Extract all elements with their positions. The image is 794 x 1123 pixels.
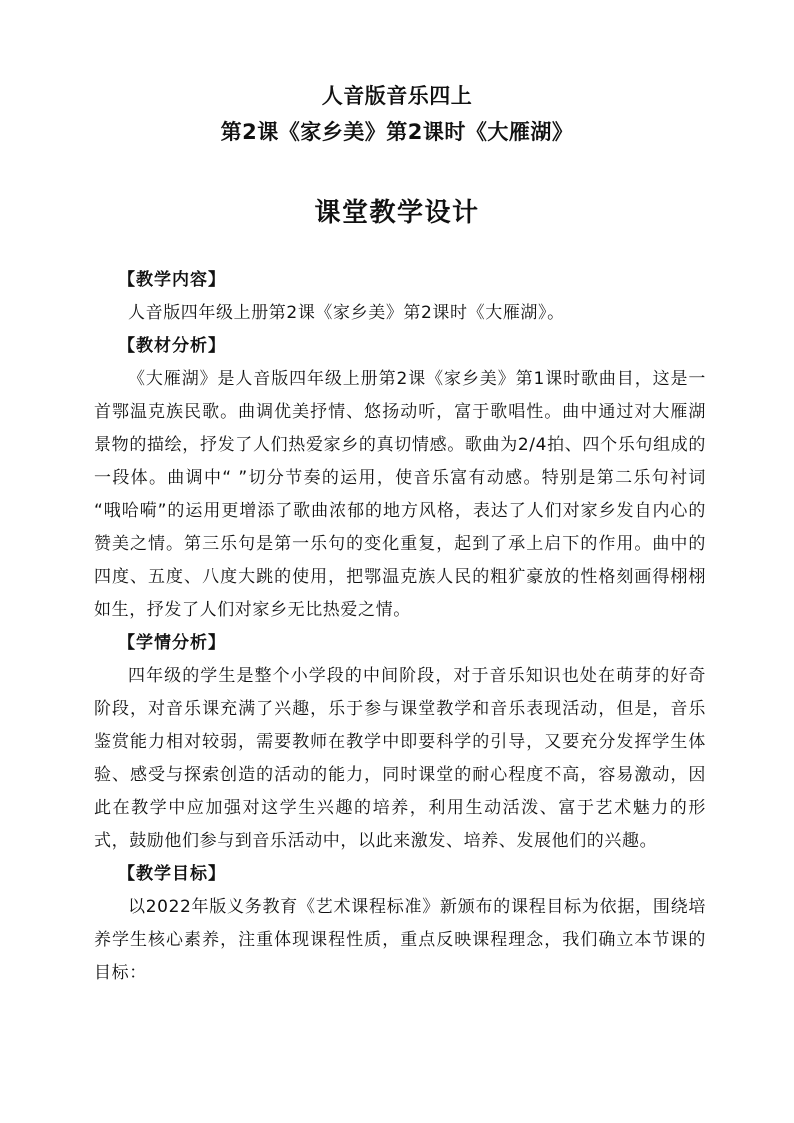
document-title-line-2: 第2课《家乡美》第2课时《大雁湖》 — [220, 120, 574, 144]
document-main-title: 课堂教学设计 — [314, 198, 480, 228]
section-heading: 【学情分析】 — [118, 633, 226, 653]
section-material-analysis — [94, 330, 706, 627]
section-student-analysis — [94, 627, 706, 858]
section-paragraph: 四年级的学生是整个小学段的中间阶段，对于音乐知识也处在萌芽的好奇阶段，对音乐课充满了兴趣，乐于参与课堂教学和音乐表现活动，但是，音乐鉴赏能力相对较弱，需要教师在教学中即要科学的引导，又要充分发挥学生体验、感受与探索创造的活动的能力，同时课堂的耐心程度不高，容易激动，因此在教学中应加强对这学生兴趣的培养，利用生动活泼、富于艺术魅力的形式，鼓励他们参与到音乐活动中，以此来激发、培养、发展他们的兴趣。 — [94, 666, 706, 851]
section-paragraph: 以2022年版义务教育《艺术课程标准》新颁布的课程目标为依据，围绕培养学生核心素养，注重体现课程性质，重点反映课程理念，我们确立本节课的目标： — [94, 897, 706, 983]
section-teaching-content — [94, 264, 706, 330]
section-heading: 【教学目标】 — [118, 864, 226, 884]
document-body — [94, 264, 706, 990]
section-paragraph: 人音版四年级上册第2课《家乡美》第2课时《大雁湖》。 — [128, 303, 565, 323]
section-heading: 【教学内容】 — [118, 270, 226, 290]
section-paragraph: 《大雁湖》是人音版四年级上册第2课《家乡美》第1课时歌曲目，这是一首鄂温克族民歌。曲调优美抒情、悠扬动听，富于歌唱性。曲中通过对大雁湖景物的描绘，抒发了人们热爱家乡的真切情感。歌曲为2/4拍、四个乐句组成的一段体。曲调中“ ”切分节奏的运用，使音乐富有动感。特别是第二乐句衬词 “哦哈嗬”的运用更增添了歌曲浓郁的地方风格，表达了人们对家乡发自内心的赞美之情。第三乐句是第一乐句的变化重复，起到了承上启下的作用。曲中的四度、五度、八度大跳的使用，把鄂温克族人民的粗犷豪放的性格刻画得栩栩如生，抒发了人们对家乡无比热爱之情。 — [94, 369, 706, 620]
document-title-line-1: 人音版音乐四上 — [321, 84, 473, 108]
section-heading: 【教材分析】 — [118, 336, 226, 356]
section-teaching-objectives — [94, 858, 706, 990]
